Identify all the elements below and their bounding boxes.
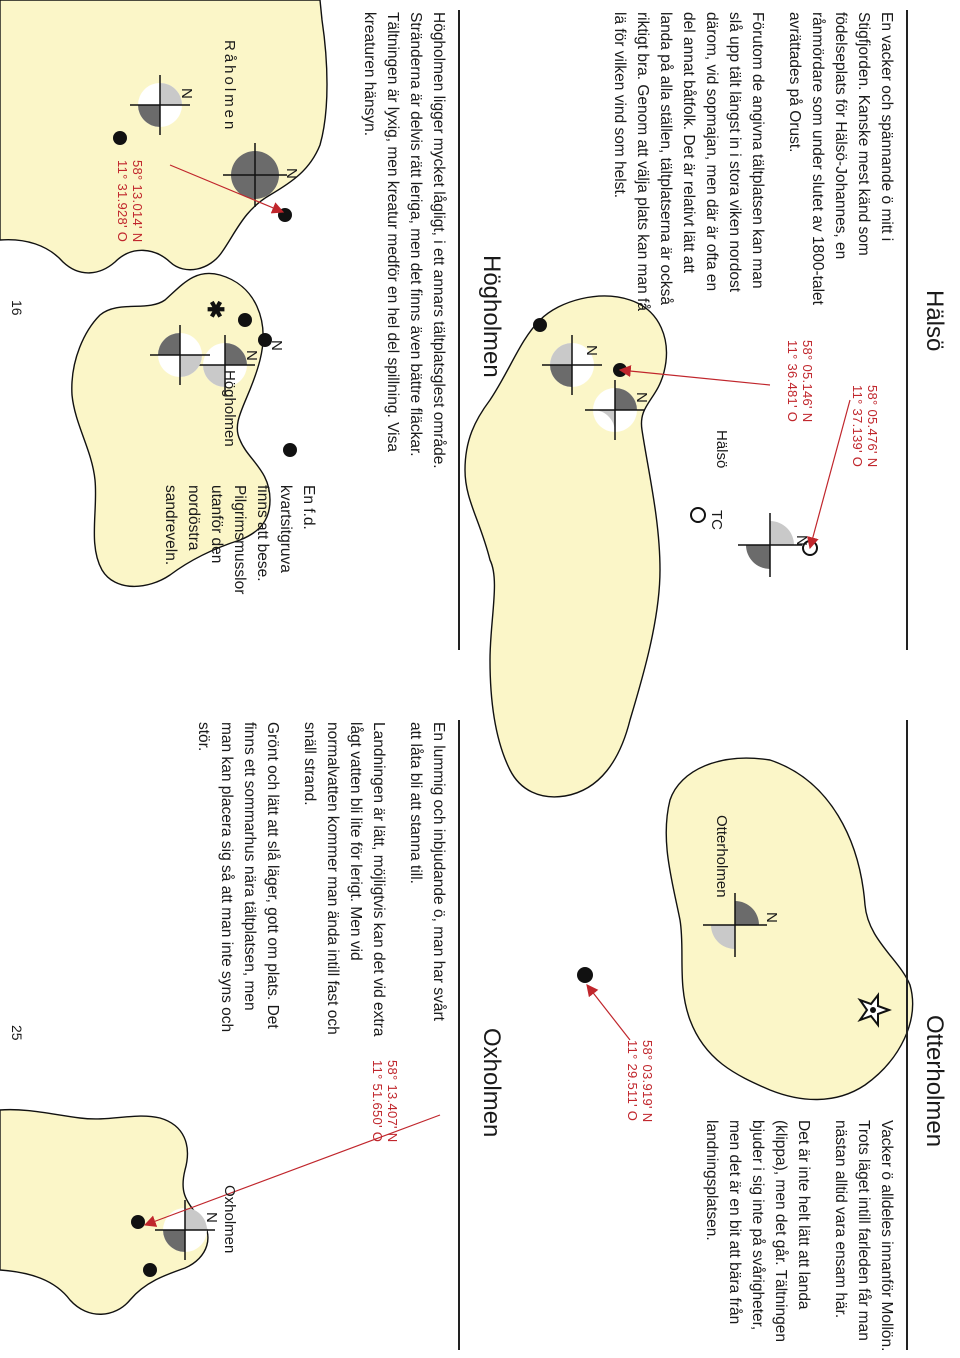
otterholmen-paragraph-1: Vacker ö alldeles innanför Mollön. Trots läget intill farleden får man nästan alltid vara ensam här. <box>832 1120 895 1352</box>
oxholmen-camp-marker-1 <box>131 1215 145 1229</box>
oxholmen-paragraph-1: En lummig och inbjudande ö, man har svårt att låta bli att stanna till. <box>407 722 447 1021</box>
oxholmen-rule <box>458 720 460 1350</box>
halso-text <box>594 12 898 312</box>
hogholmen-paragraph-2: En f.d. kvartsitgruva finns att bese. Pilgrimsmusslor utanför den nordöstra sandreveln. <box>162 485 317 595</box>
halso-title: Hälsö <box>921 290 948 352</box>
otterholmen-island <box>666 758 912 1099</box>
otterholmen-paragraph-2: Det är inte helt lätt att landa (klippa), men det går. Tältningen bjuder i sig inte på svårigheter, men det är en bit att bära från landningsplatsen. <box>703 1120 812 1343</box>
halso-coord-b-lat: 58° 05.146' N <box>800 340 815 423</box>
hogholmen-title: Högholmen <box>478 255 505 378</box>
halso-paragraph-2: Förutom de angivna tältplatsen kan man slå upp tält längst in i stora viken nordost därom, vid sopmajan, men där är ofta en del annat båtfolk. Det är relativt lätt att landa på alla ställen, tältplatserna är också riktigt bra. Genom att välja plats kan man få lä för vilken vind som helst. <box>611 12 766 311</box>
otterholmen-map-label: Otterholmen <box>713 815 730 898</box>
halso-coord-b <box>785 340 815 422</box>
raholmen-map-label: Råholmen <box>221 40 238 133</box>
raholmen-north-2: N <box>178 88 195 99</box>
otterholmen-coord <box>625 1040 655 1122</box>
otterholmen-coord-arrow <box>587 985 630 1040</box>
hogholmen-text <box>344 12 450 472</box>
halso-coord-b-lon: 11° 36.481' O <box>785 340 800 423</box>
oxholmen-title: Oxholmen <box>478 1028 505 1138</box>
halso-coord-a-lon: 11° 37.139' O <box>850 385 865 468</box>
halso-north-3: N <box>793 535 810 546</box>
raholmen-island <box>0 0 327 273</box>
right-page-number: 25 <box>9 1025 25 1041</box>
oxholmen-coord-lon: 11° 51.650' O <box>370 1060 385 1143</box>
halso-camp-marker-2 <box>533 318 547 332</box>
otterholmen-coord-lat: 58° 03.919' N <box>640 1040 655 1123</box>
hogholmen-camp-marker-3 <box>283 443 297 457</box>
mine-asterisk-icon: ✱ <box>203 300 228 319</box>
hogholmen-north-2: N <box>268 340 285 351</box>
halso-coord-a <box>850 385 880 467</box>
hogholmen-side-text <box>145 485 320 595</box>
halso-map-label: Hälsö <box>713 430 730 469</box>
hogholmen-camp-marker-1 <box>238 313 252 327</box>
halso-rule <box>906 10 908 650</box>
hogholmen-map-label: Högholmen <box>221 370 238 447</box>
oxholmen-paragraph-3: Grönt och lätt att slå läger, gott om plats. Det finns ett sommarhus nära tältplatsen, men man kan placera sig så att man inte syns och stör. <box>195 722 281 1033</box>
halso-north-2: N <box>633 392 650 403</box>
oxholmen-text <box>178 722 450 1042</box>
otterholmen-rule <box>906 720 908 1350</box>
raholmen-camp-marker <box>113 131 127 145</box>
oxholmen-coord-lat: 58° 13.407' N <box>385 1060 400 1143</box>
left-page-number: 16 <box>9 300 25 316</box>
halso-north-1: N <box>583 345 600 356</box>
raholmen-north-1: N <box>283 168 300 179</box>
hogholmen-camp-marker-4 <box>278 208 292 222</box>
halso-coord-arrow-1 <box>810 400 850 548</box>
hogholmen-coord-lat: 58° 13.014' N <box>130 160 145 243</box>
oxholmen-map-label: Oxholmen <box>221 1185 238 1254</box>
hogholmen-coord-lon: 11° 31.928' O <box>115 160 130 243</box>
oxholmen-north: N <box>203 1212 220 1223</box>
halso-paragraph-1: En vacker och spännande ö mitt i Stigfjorden. Kanske mest känd som födelseplats för Hälsö-Johannes, en rånmördare som under slutet av 1800-talet avrättades på Orust. <box>786 12 895 305</box>
halso-coord-a-lat: 58° 05.476' N <box>865 385 880 468</box>
otterholmen-text <box>686 1120 898 1352</box>
otterholmen-coord-lon: 11° 29.511' O <box>625 1040 640 1122</box>
otterholmen-camp-marker <box>577 967 593 983</box>
otterholmen-north: N <box>763 912 780 923</box>
halso-tc-marker <box>691 508 705 522</box>
hogholmen-rule <box>458 10 460 650</box>
oxholmen-paragraph-2: Landningen är lätt, möjligtvis kan det vid extra lågt vatten bli lite för lerigt. Men vid normalvatten kommer man ända intill fast och snäll strand. <box>301 722 387 1037</box>
halso-tc-label: TC <box>708 510 725 530</box>
hogholmen-north-1: N <box>243 350 260 361</box>
hogholmen-paragraph-1: Högholmen ligger mycket lågligt, i ett annars tältplatsglest område. Stränderna är delvis rätt leriga, men det finns även bättre fläckar. Tältningen är lyxig, men kreatur medför en hel del spillning. Visa kreaturen hänsyn. <box>361 12 447 469</box>
oxholmen-coord <box>370 1060 400 1142</box>
oxholmen-camp-marker-2 <box>143 1263 157 1277</box>
otterholmen-title: Otterholmen <box>921 1015 948 1148</box>
hogholmen-coord <box>115 160 145 242</box>
